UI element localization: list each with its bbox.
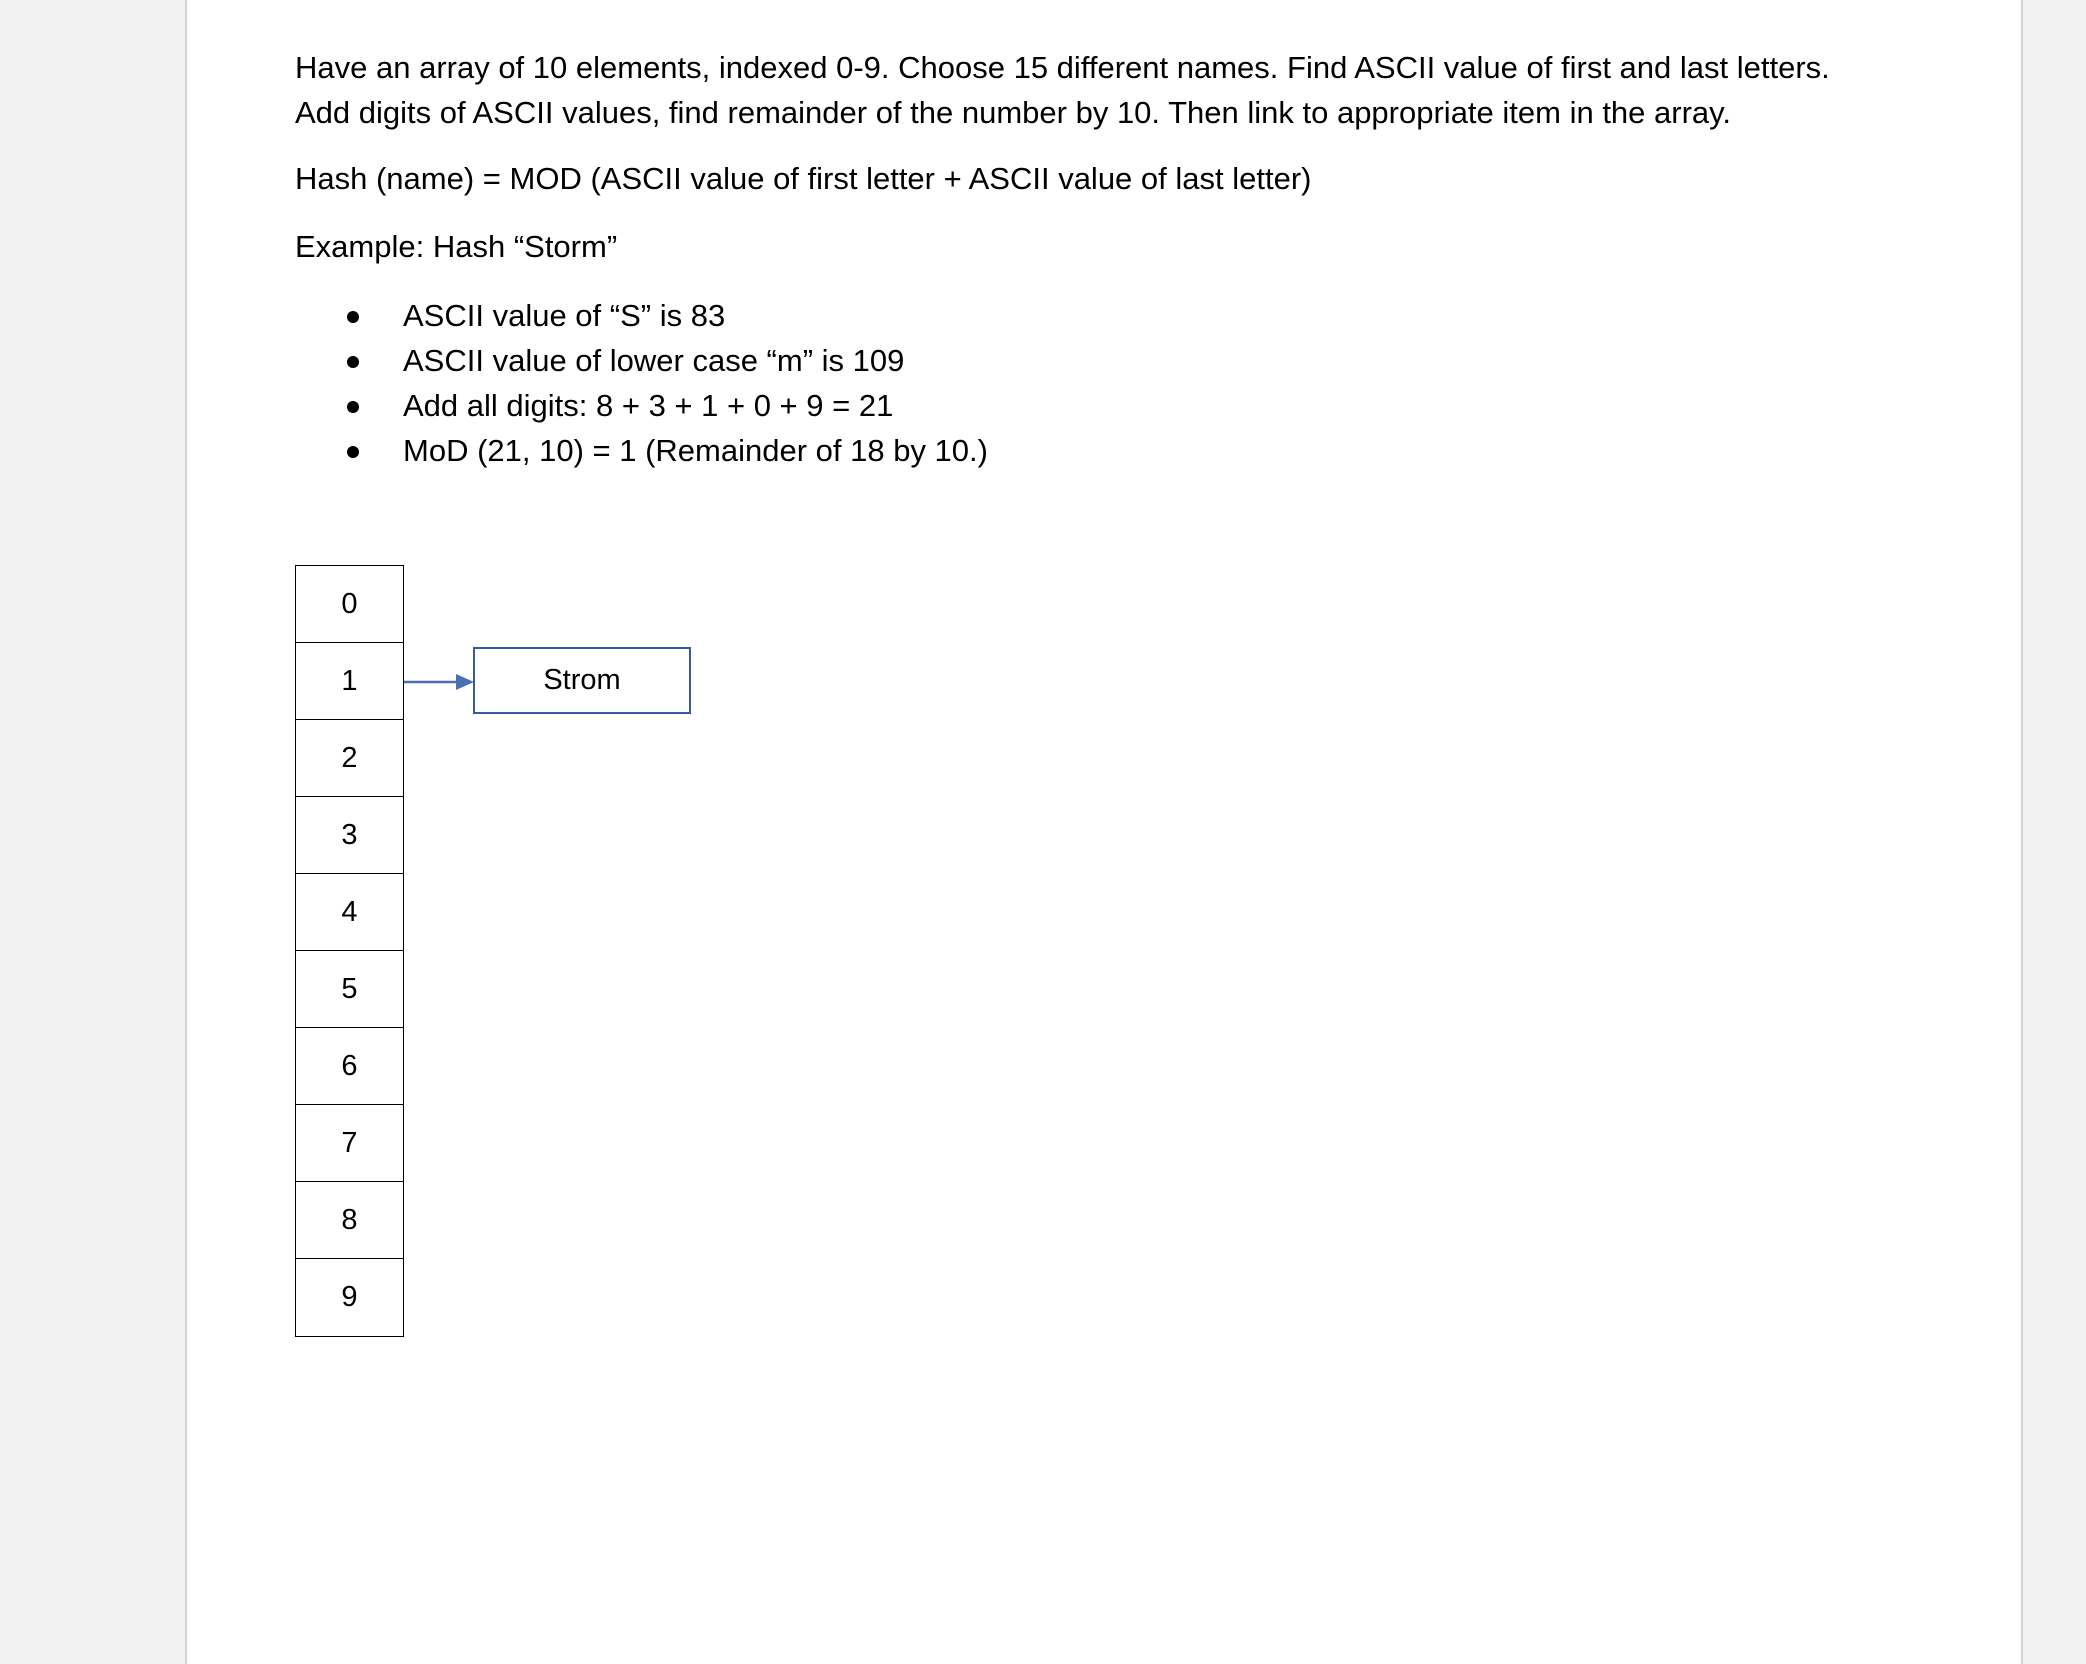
list-item (295, 293, 988, 338)
link-arrow (404, 670, 476, 694)
list-item (295, 338, 988, 383)
array-cell-2: 2 (296, 720, 403, 797)
array-cell-0: 0 (296, 566, 403, 643)
array-cell-9: 9 (341, 1281, 358, 1313)
list-item (295, 428, 988, 473)
hash-array (295, 565, 404, 1337)
intro-paragraph: Have an array of 10 elements, indexed 0-9. Choose 15 different names. Find ASCII value of first and last letters. Add digits of ASCII values, find remainder of the number by 10. Then link to appropriate item in the array. (295, 50, 1830, 130)
array-cell-5: 5 (296, 951, 403, 1028)
bullet-icon (347, 356, 359, 368)
list-item-text: Add all digits: 8 + 3 + 1 + 0 + 9 = 21 (403, 388, 894, 423)
list-item-text: MoD (21, 10) = 1 (Remainder of 18 by 10.) (403, 433, 988, 468)
array-cell-6: 6 (296, 1028, 403, 1105)
list-item (295, 383, 988, 428)
array-cell-4: 4 (296, 874, 403, 951)
linked-node-box: Strom (473, 647, 691, 714)
bullet-icon (347, 401, 359, 413)
example-heading: Example: Hash “Storm” (295, 229, 618, 264)
example-steps-list (295, 293, 988, 473)
list-item-text: ASCII value of lower case “m” is 109 (403, 343, 905, 378)
array-cell-3: 3 (296, 797, 403, 874)
array-cell-8: 8 (296, 1182, 403, 1259)
bullet-icon (347, 446, 359, 458)
array-cell-1: 1 (296, 643, 403, 720)
bullet-icon (347, 311, 359, 323)
arrow-head-icon (456, 674, 474, 690)
array-cell-7: 7 (296, 1105, 403, 1182)
hash-formula: Hash (name) = MOD (ASCII value of first letter + ASCII value of last letter) (295, 161, 1312, 196)
list-item-text: ASCII value of “S” is 83 (403, 298, 726, 333)
